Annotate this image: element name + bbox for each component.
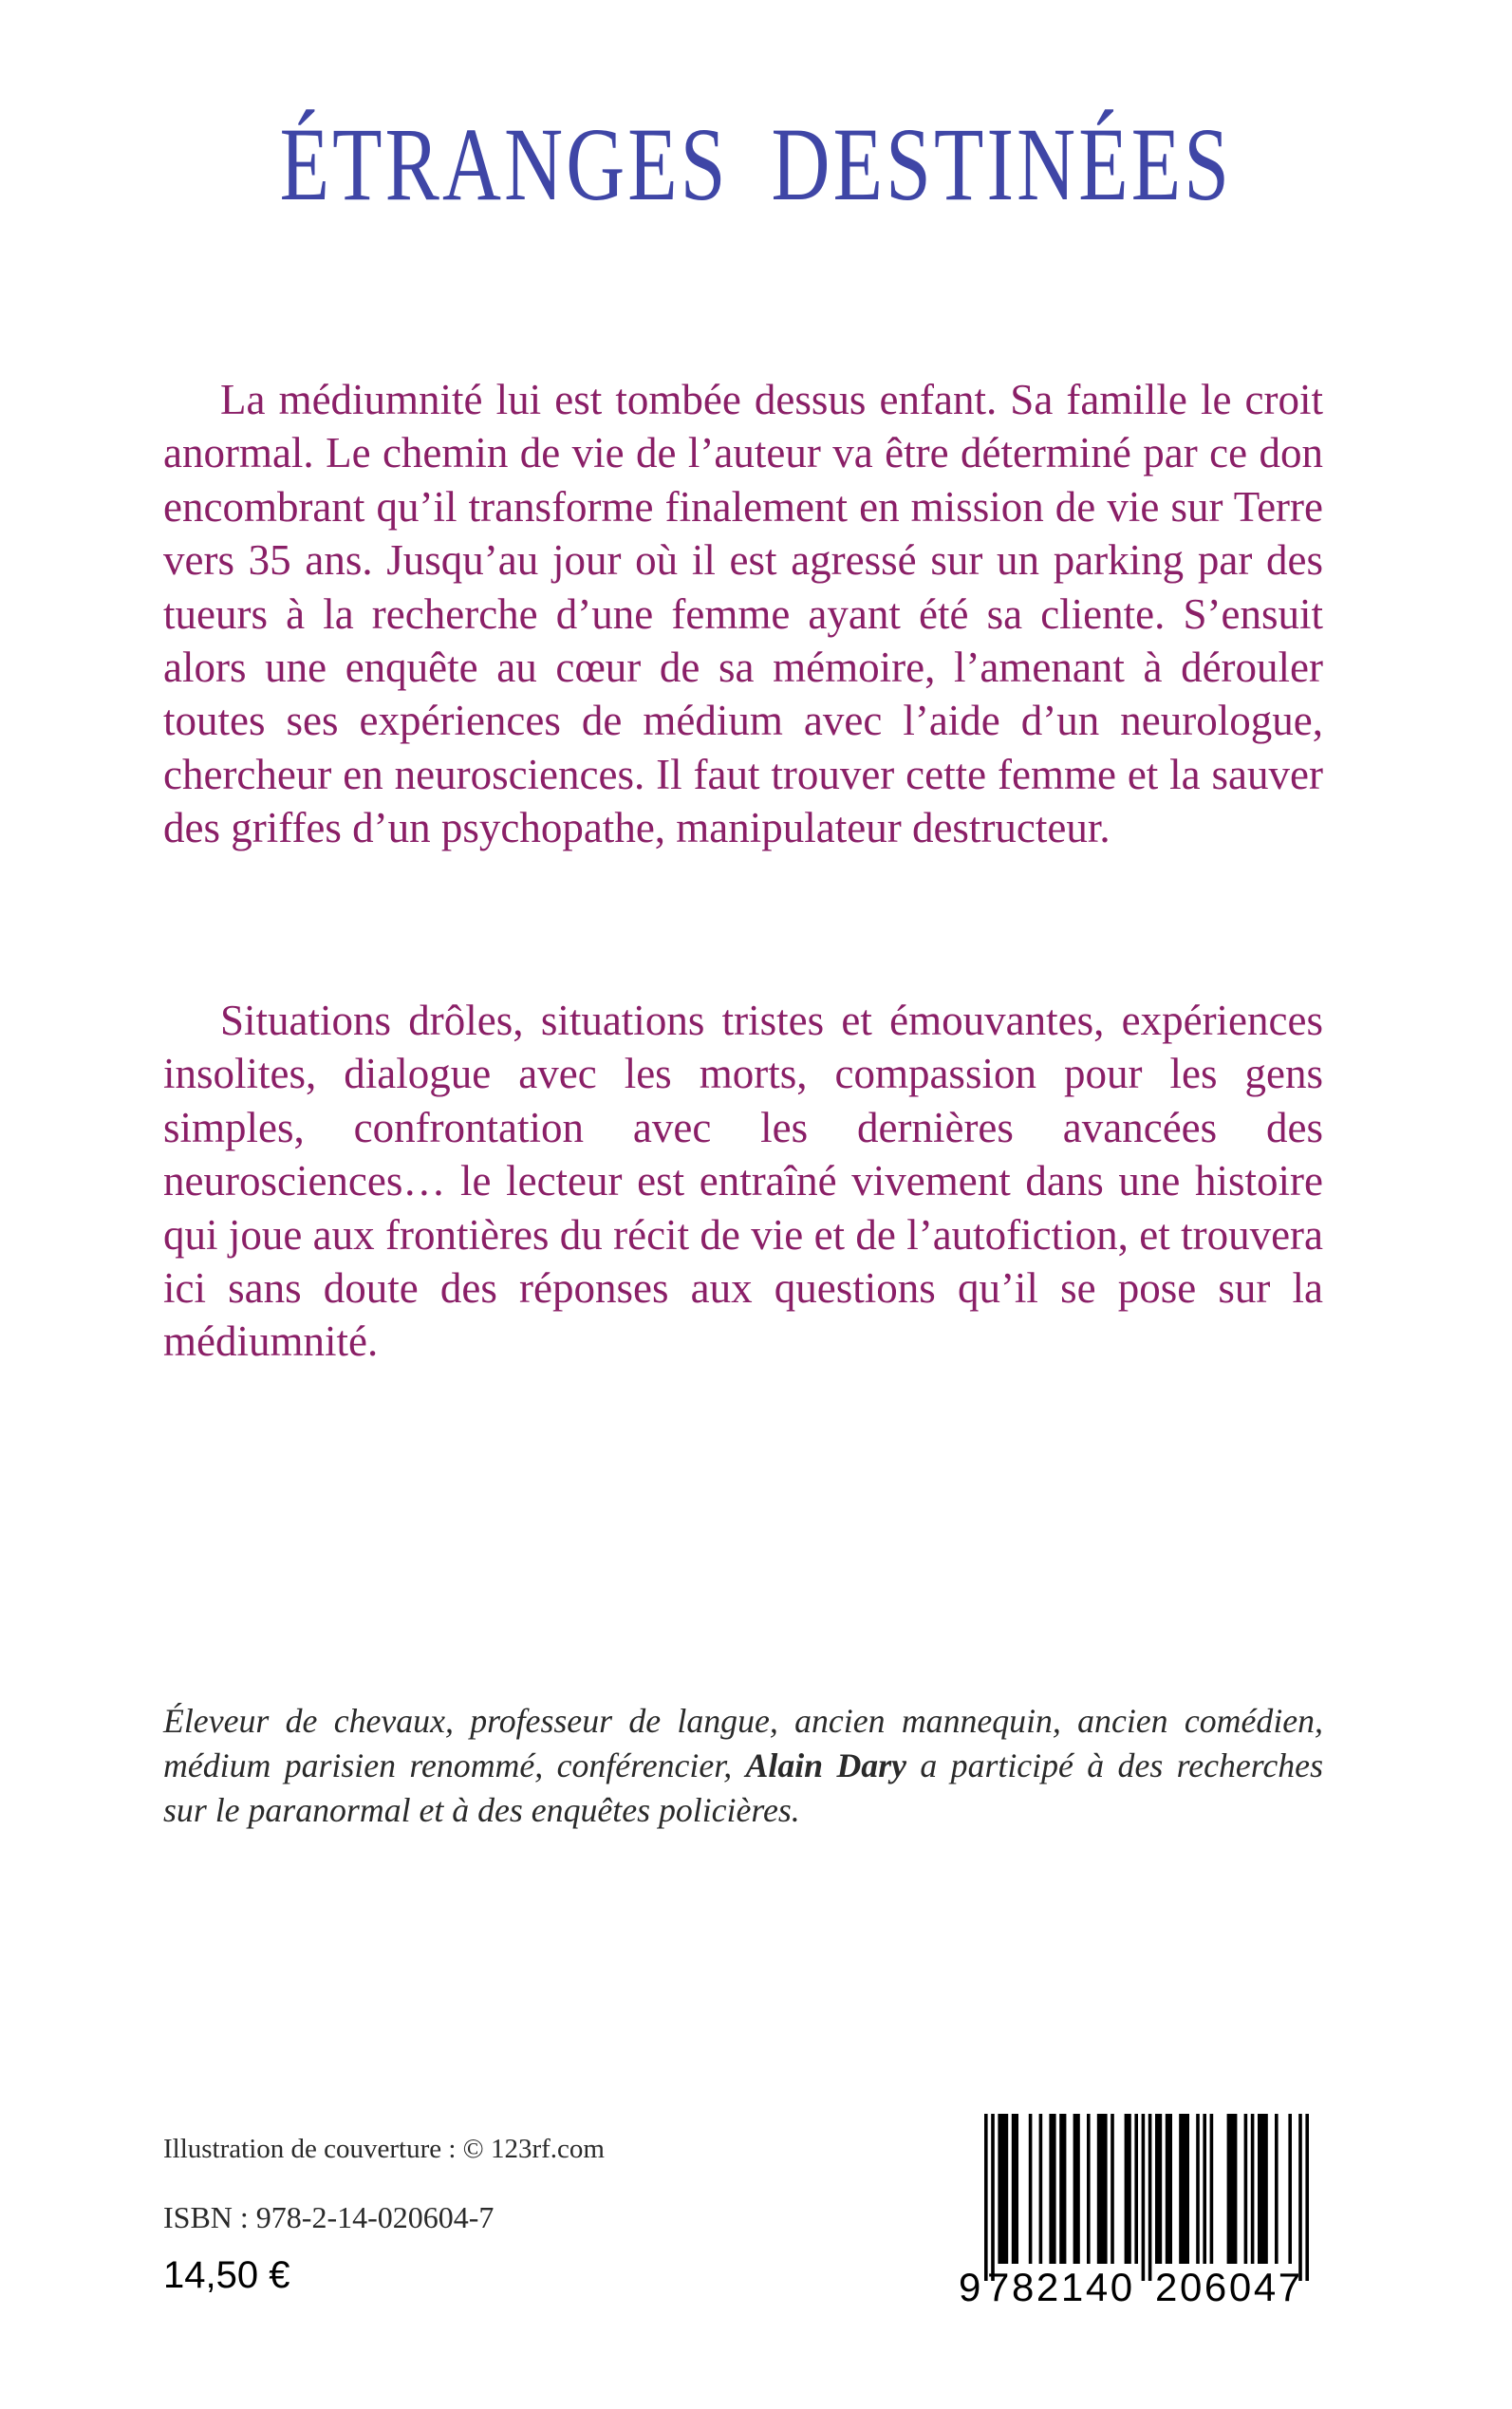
barcode-bar [1275,2114,1279,2264]
barcode-bar [1155,2114,1162,2264]
barcode-guard-bar [991,2114,995,2281]
blurb-paragraph-1: La médiumnité lui est tombée dessus enfant. Sa famille le croit anormal. Le chemin de vie de l’auteur va être déterminé par ce don encombrant qu’il transforme finalement en mission de vie sur Terre vers 35 ans. Jusqu’au jour où il est agressé sur un parking par des tueurs à la recherche d’une femme ayant été sa cliente. S’ensuit alors une enquête au cœur de sa mémoire, l’amenant à dérouler toutes ses expériences de médium avec l’aide d’un neurologue, chercheur en neurosciences. Il faut trouver cette femme et la sauver des griffes d’un psychopathe, manipulateur destructeur. [163,376,1323,852]
barcode-right-group: 206047 [1155,2265,1303,2309]
barcode-digits [959,2266,1324,2309]
barcode-bar [1049,2114,1055,2264]
blurb-paragraph-2: Situations drôles, situations tristes et émouvantes, expériences insolites, dialogue avec les morts, compassion pour les gens simples, confrontation avec les dernières avancées des neurosciences… le lecteur est entraîné vivement dans une histoire qui joue aux frontières du récit de vie et de l’autofiction, et trouvera ici sans doute des réponses aux questions qu’il se pose sur la médiumnité. [163,997,1323,1366]
barcode-bar [998,2114,1008,2264]
barcode-bar [1111,2114,1114,2264]
price-label: 14,50 € [163,2254,290,2296]
barcode-bar [1258,2114,1268,2264]
barcode-bar [1288,2114,1292,2264]
illustration-credit: Illustration de couverture : © 123rf.com [163,2134,605,2164]
barcode-bar [1196,2114,1200,2264]
barcode-guard-bar [1298,2114,1302,2281]
ean-barcode [959,2114,1324,2283]
barcode-bar [1012,2114,1018,2264]
barcode-bar [1244,2114,1248,2264]
barcode-guard-bar [984,2114,988,2281]
author-bio-text-before: Éleveur de chevaux, professeur de langue, ancien mannequin, ancien comédien, médium parisien renommé, conférencier, [163,1702,1323,1784]
barcode-bars [959,2114,1324,2283]
barcode-guard-bar [1305,2114,1309,2281]
barcode-bar [1203,2114,1206,2264]
author-name: Alain Dary [745,1746,907,1784]
barcode-bar [1087,2114,1091,2264]
barcode-guard-bar [1148,2114,1152,2281]
barcode-bar [1227,2114,1238,2264]
barcode-bar [1166,2114,1172,2264]
barcode-bar [1059,2114,1066,2264]
author-bio-text-after: a participé à des recherches sur le paranormal et à des enquêtes policières. [163,1746,1323,1829]
barcode-bar [1251,2114,1255,2264]
barcode-guard-bar [1142,2114,1146,2281]
barcode-left-group: 782140 [987,2265,1135,2309]
barcode-bar [1097,2114,1108,2264]
barcode-bar [1073,2114,1080,2264]
barcode-bar [1029,2114,1033,2264]
barcode-bar [1039,2114,1043,2264]
barcode-bar [1179,2114,1189,2264]
barcode-bar [1125,2114,1131,2264]
isbn-number: ISBN : 978-2-14-020604-7 [163,2200,495,2234]
barcode-bar [1134,2114,1138,2264]
barcode-bar [1210,2114,1214,2264]
author-bio [163,1699,1323,1833]
book-title: ÉTRANGES DESTINÉES [279,106,1233,222]
barcode-lead-digit: 9 [959,2265,982,2309]
